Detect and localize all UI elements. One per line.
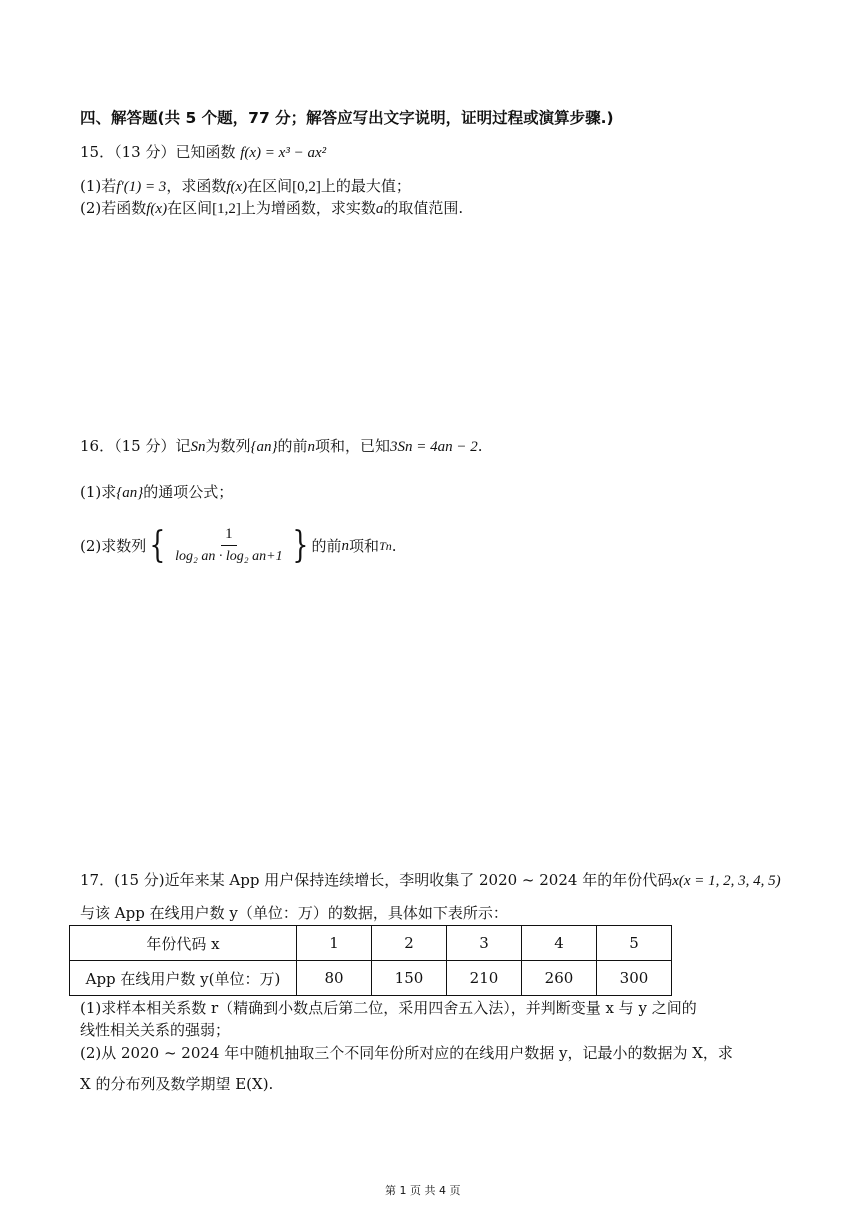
- table-row: [70, 961, 672, 996]
- q16-text-3: 项和，已知: [314, 437, 390, 455]
- table-cell: 2: [372, 926, 447, 961]
- q15-p1-interval: [0,2]: [292, 179, 321, 195]
- q15-p2-text-a: (2)若函数: [80, 199, 147, 217]
- q15-p1-fx: f(x): [226, 179, 248, 195]
- page-footer: 第 1 页 共 4 页: [385, 1184, 461, 1197]
- q16-p2-tn: Tn: [379, 538, 392, 553]
- q15-part1: [80, 176, 411, 197]
- q16-text-2: 的前: [277, 437, 308, 455]
- q16-p2-text-a: (2)求数列: [80, 536, 147, 555]
- q16-p2-text-d: .: [391, 536, 397, 555]
- q16-series-expression: [146, 524, 311, 567]
- q16-label: 16．（15 分）记: [80, 437, 191, 455]
- q16-n: n: [307, 439, 315, 455]
- table-cell: 210: [447, 961, 522, 996]
- q17-line1-text: 17．(15 分)近年来某 App 用户保持连续增长，李明收集了 2020 ~ 2024 年的年份代码: [80, 871, 673, 889]
- left-brace: {: [149, 524, 166, 566]
- fraction-denominator: log₂ an · log₂ an+1: [175, 549, 283, 564]
- q15-p2-fx: f(x): [146, 201, 168, 217]
- q16-p1-text-b: 的通项公式；: [143, 483, 234, 501]
- q16-p2-n: n: [341, 537, 350, 554]
- q17-part2-line1: (2)从 2020 ~ 2024 年中随机抽取三个不同年份所对应的在线用户数据 y，记最小的数据为 X，求: [80, 1044, 733, 1062]
- table-cell: 150: [372, 961, 447, 996]
- q15-p2-text-c: 上为增函数，求实数: [240, 199, 376, 217]
- q15-p1-text-c: 在区间: [247, 177, 293, 195]
- table-cell: 300: [597, 961, 672, 996]
- table-cell: 260: [522, 961, 597, 996]
- table-header-label: 年份代码 x: [70, 926, 297, 961]
- q15-part2: [80, 198, 463, 219]
- q16-text-1: 为数列: [205, 437, 251, 455]
- table-cell: 5: [597, 926, 672, 961]
- q15-p1-text-b: ，求函数: [166, 177, 227, 195]
- q17-line2: 与该 App 在线用户数 y（单位：万）的数据，具体如下表所示：: [80, 904, 508, 922]
- q15-label: 15．（13 分）已知函数: [80, 143, 236, 161]
- q16-sn: Sn: [190, 439, 206, 455]
- q16-p1-text-a: (1)求: [80, 483, 117, 501]
- q17-part1-line2: 线性相关关系的强弱；: [80, 1021, 231, 1039]
- table-cell: 4: [522, 926, 597, 961]
- data-table: [69, 925, 672, 996]
- fraction-numerator: 1: [221, 524, 237, 546]
- q15-header: [80, 142, 326, 163]
- q15-p1-text-d: 上的最大值；: [320, 177, 411, 195]
- table-cell: 80: [297, 961, 372, 996]
- q16-end: .: [477, 437, 483, 455]
- q15-function: f(x) = x³ − ax²: [240, 145, 327, 161]
- q17-part1-line1: (1)求样本相关系数 r（精确到小数点后第二位，采用四舍五入法），并判断变量 x 与 y 之间的: [80, 999, 697, 1017]
- q15-p2-text-b: 在区间: [167, 199, 213, 217]
- table-cell: 1: [297, 926, 372, 961]
- section-title: 四、解答题(共 5 个题，77 分；解答应写出文字说明，证明过程或演算步骤.): [80, 109, 614, 127]
- q16-part1: [80, 482, 233, 503]
- q16-p2-text-c: 项和: [349, 536, 380, 555]
- table-row-label: App 在线用户数 y(单位：万): [70, 961, 297, 996]
- table-row: [70, 926, 672, 961]
- q15-p2-text-d: 的取值范围.: [383, 199, 464, 217]
- q15-p2-interval: [1,2]: [212, 201, 241, 217]
- q17-part2-line2: X 的分布列及数学期望 E(X).: [80, 1075, 274, 1093]
- q16-p2-text-b: 的前: [311, 536, 342, 555]
- q17-year-code: x(x = 1, 2, 3, 4, 5): [672, 873, 781, 889]
- q16-p1-set: {an}: [116, 485, 144, 501]
- q16-an-set: {an}: [250, 439, 278, 455]
- q16-part2: [80, 524, 397, 567]
- right-brace: }: [292, 524, 309, 566]
- q15-p2-variable: a: [375, 201, 384, 217]
- q15-p1-condition: f′(1) = 3: [116, 179, 167, 195]
- q15-p1-text-a: (1)若: [80, 177, 117, 195]
- q17-line1: [80, 870, 781, 891]
- q16-equation: 3Sn = 4an − 2: [390, 439, 478, 455]
- table-cell: 3: [447, 926, 522, 961]
- q16-fraction: [171, 524, 286, 567]
- q16-header: [80, 436, 483, 457]
